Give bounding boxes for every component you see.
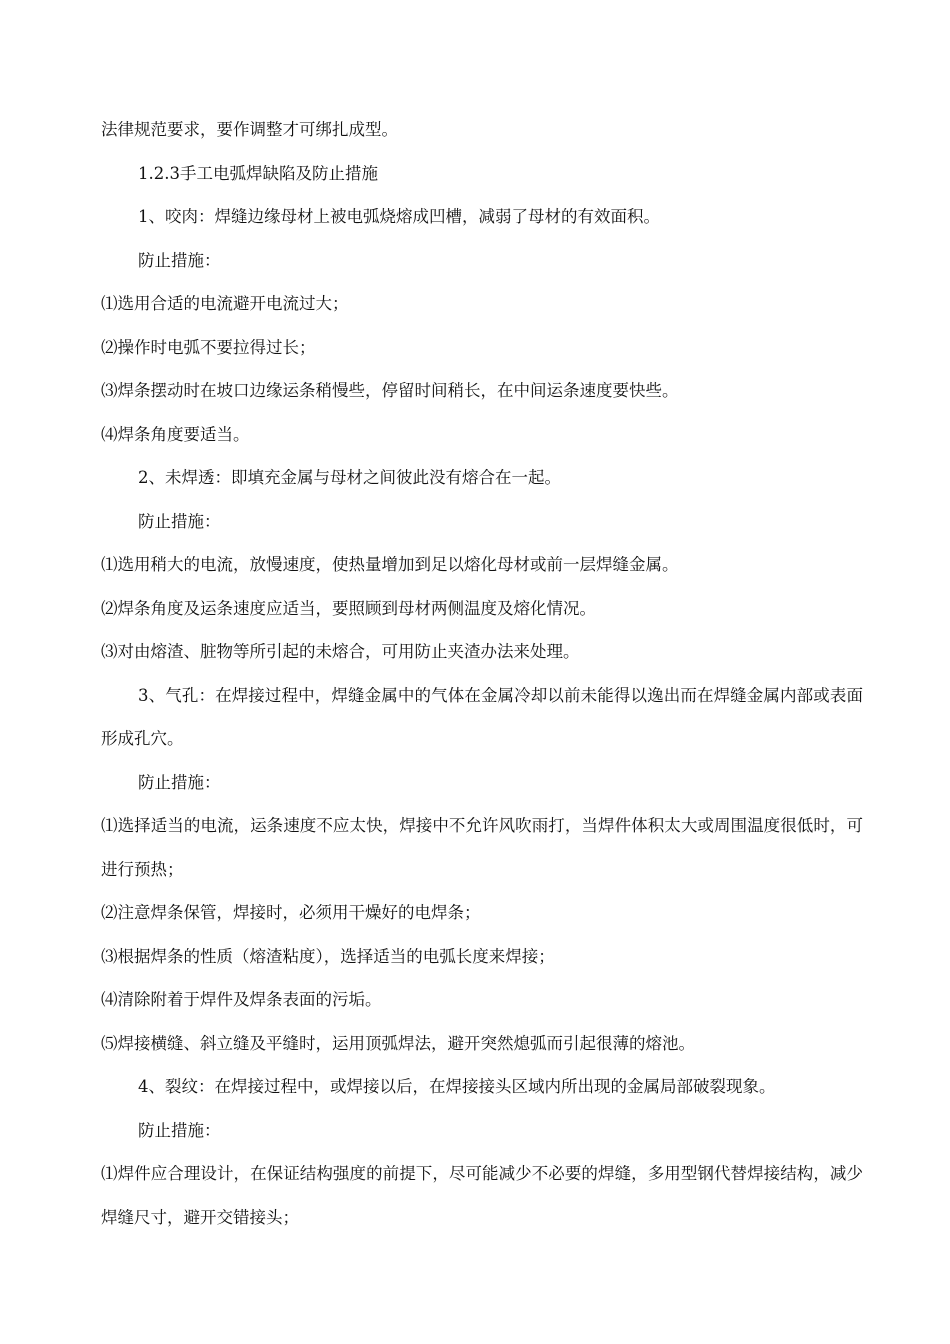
paragraph-22: 防止措施： xyxy=(138,1120,221,1140)
paragraph-13: ⑶对由熔渣、脏物等所引起的未熔合，可用防止夹渣办法来处理。 xyxy=(101,642,580,661)
paragraph-16: ⑴选择适当的电流，运条速度不应太快，焊接中不允许风吹雨打，当焊件体积太大或周围温度很低时，可进行预热； xyxy=(101,816,863,879)
paragraph-3: 1、咬肉：焊缝边缘母材上被电弧烧熔成凹槽，减弱了母材的有效面积。 xyxy=(138,207,660,226)
paragraph-1: 法律规范要求，要作调整才可绑扎成型。 xyxy=(101,120,398,139)
paragraph-5: ⑴选用合适的电流避开电流过大； xyxy=(101,294,349,313)
paragraph-15: 防止措施： xyxy=(138,772,221,792)
paragraph-8: ⑷焊条角度要适当。 xyxy=(101,424,250,444)
paragraph-4: 防止措施： xyxy=(138,250,221,270)
paragraph-6: ⑵操作时电弧不要拉得过长； xyxy=(101,337,316,357)
document-body xyxy=(101,108,863,1239)
paragraph-17: ⑵注意焊条保管，焊接时，必须用干燥好的电焊条； xyxy=(101,903,481,922)
section-heading: 1.2.3手工电弧焊缺陷及防止措施 xyxy=(138,163,378,183)
paragraph-7: ⑶焊条摆动时在坡口边缘运条稍慢些，停留时间稍长，在中间运条速度要快些。 xyxy=(101,381,679,400)
paragraph-19: ⑷清除附着于焊件及焊条表面的污垢。 xyxy=(101,990,382,1009)
paragraph-14: 3、气孔：在焊接过程中，焊缝金属中的气体在金属冷却以前未能得以逸出而在焊缝金属内部或表面形成孔穴。 xyxy=(101,685,863,748)
paragraph-23: ⑴焊件应合理设计，在保证结构强度的前提下，尽可能减少不必要的焊缝，多用型钢代替焊接结构，减少焊缝尺寸，避开交错接头； xyxy=(101,1164,863,1227)
paragraph-11: ⑴选用稍大的电流，放慢速度，使热量增加到足以熔化母材或前一层焊缝金属。 xyxy=(101,555,679,574)
paragraph-20: ⑸焊接横缝、斜立缝及平缝时，运用顶弧焊法，避开突然熄弧而引起很薄的熔池。 xyxy=(101,1033,695,1053)
paragraph-12: ⑵焊条角度及运条速度应适当，要照顾到母材两侧温度及熔化情况。 xyxy=(101,598,596,618)
paragraph-21: 4、裂纹：在焊接过程中，或焊接以后，在焊接接头区域内所出现的金属局部破裂现象。 xyxy=(138,1077,776,1096)
paragraph-9: 2、未焊透：即填充金属与母材之间彼此没有熔合在一起。 xyxy=(138,468,561,487)
paragraph-18: ⑶根据焊条的性质（熔渣粘度），选择适当的电弧长度来焊接； xyxy=(101,946,555,966)
paragraph-10: 防止措施： xyxy=(138,511,221,531)
